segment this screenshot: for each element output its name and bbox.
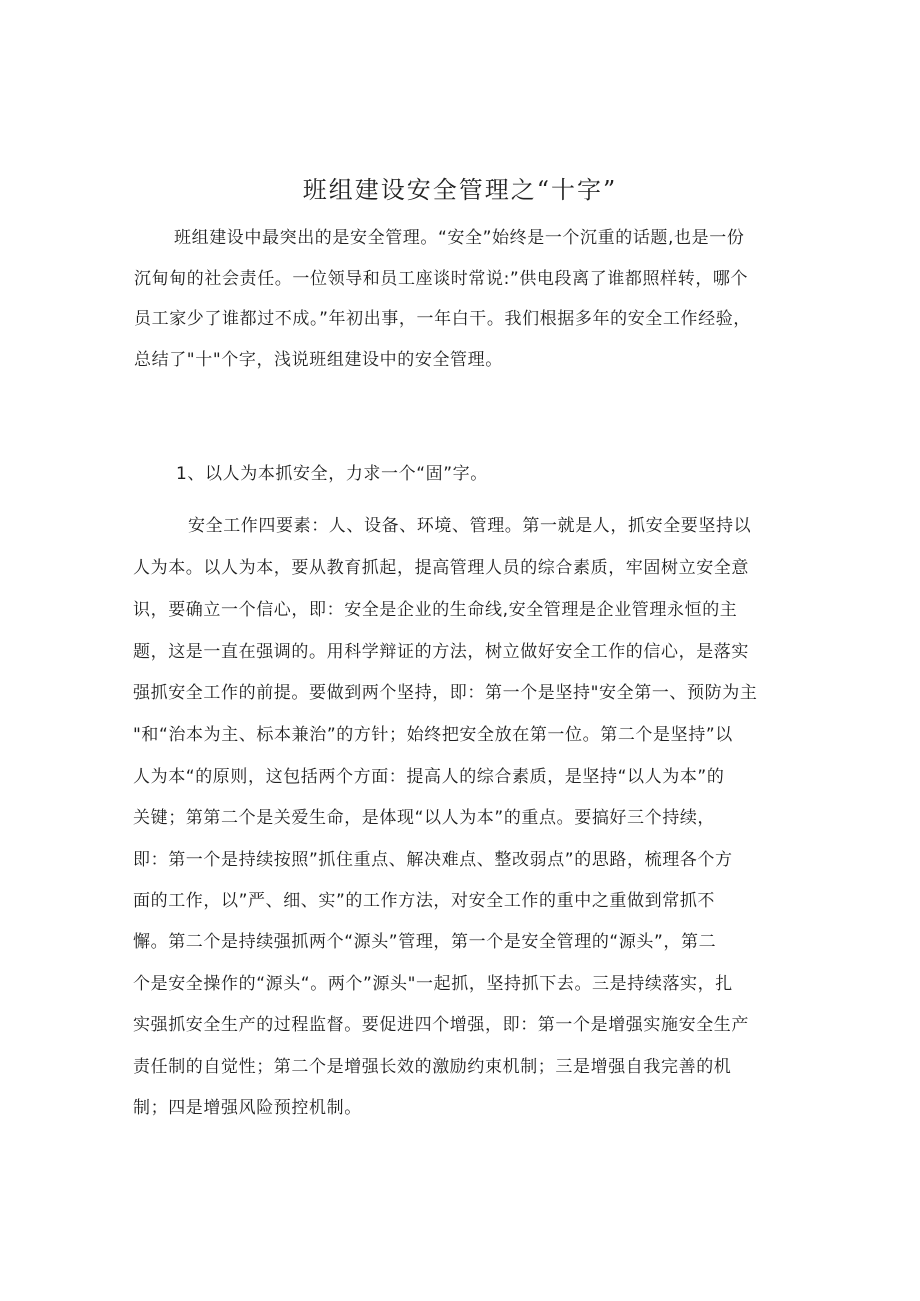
body-line: 实强抓安全生产的过程监督。要促进四个增强，即：第一个是增强实施安全生产	[133, 1015, 749, 1035]
intro-line: 总结了"十"个字，浅说班组建设中的安全管理。	[134, 350, 503, 370]
body-line: 即：第一个是持续按照”抓住重点、解决难点、整改弱点”的思路，梳理各个方	[133, 850, 733, 870]
body-line: 识，要确立一个信心，即：安全是企业的生命线,安全管理是企业管理永恒的主	[133, 600, 738, 620]
body-line: "和“治本为主、标本兼治”的方针；始终把安全放在第一位。第二个是坚持”以	[133, 725, 733, 745]
body-line: 责任制的自觉性；第二个是增强长效的激励约束机制；三是增强自我完善的机	[133, 1057, 732, 1077]
body-line: 懈。第二个是持续强抓两个“源头”管理，第一个是安全管理的“源头”，第二	[133, 932, 717, 952]
intro-line: 员工家少了谁都过不成。”年初出事，一年白干。我们根据多年的安全工作经验，	[134, 309, 751, 329]
body-line: 人为本。以人为本，要从教育抓起，提高管理人员的综合素质，牢固树立安全意	[133, 558, 749, 578]
body-line: 个是安全操作的“源头“。两个”源头"一起抓，坚持抓下去。三是持续落实，扎	[133, 974, 733, 994]
body-line: 面的工作，以”严、细、实”的工作方法，对安全工作的重中之重做到常抓不	[133, 891, 716, 911]
body-line: 关键；第第二个是关爱生命，是体现“以人为本”的重点。要搞好三个持续，	[133, 808, 716, 828]
body-line: 制；四是增强风险预控机制。	[133, 1098, 362, 1118]
body-line: 题，这是一直在强调的。用科学辩证的方法，树立做好安全工作的信心，是落实	[133, 642, 749, 662]
body-line: 人为本“的原则，这包括两个方面：提高人的综合素质，是坚持“以人为本”的	[133, 767, 725, 787]
document-title: 班组建设安全管理之“十字”	[302, 176, 618, 204]
body-line: 强抓安全工作的前提。要做到两个坚持，即：第一个是坚持"安全第一、预防为主	[133, 683, 758, 703]
section-heading: 1、以人为本抓安全，力求一个“固”字。	[176, 464, 488, 484]
intro-line: 沉甸甸的社会责任。一位领导和员工座谈时常说:”供电段离了谁都照样转，哪个	[134, 269, 749, 289]
intro-line: 班组建设中最突出的是安全管理。“安全”始终是一个沉重的话题,也是一份	[174, 228, 745, 248]
body-line: 安全工作四要素：人、设备、环境、管理。第一就是人，抓安全要坚持以	[188, 516, 752, 536]
